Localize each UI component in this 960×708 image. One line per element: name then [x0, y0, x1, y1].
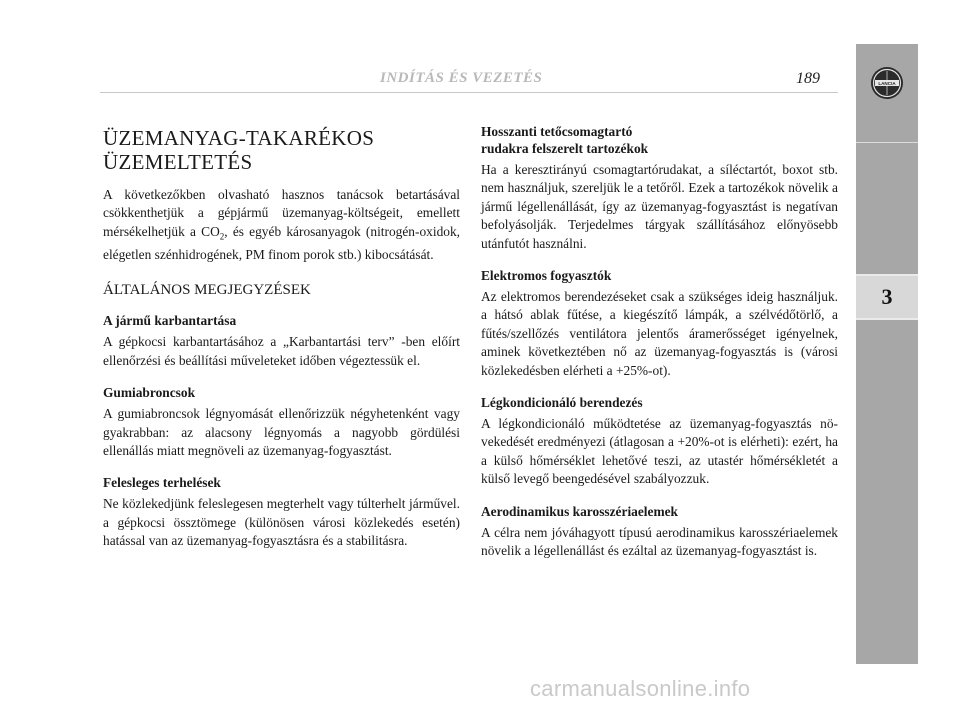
chapter-tab-bottom-line	[856, 318, 918, 320]
tyres-text: A gumiabroncsok légnyomását ellenőrizzük négyhetenként vagy gyakrabban: az alacsony légnyomás a nagyobb gördülési ellenállás miatt megnöveli az üzemanyag-fogyasztást.	[103, 406, 460, 458]
air-conditioning-heading: Légkondicionáló berendezés	[481, 395, 643, 411]
roof-rack-heading-line1: Hosszanti tetőcsomagtartó	[481, 124, 633, 139]
maintenance-heading: A jármű karbantartása	[103, 313, 237, 329]
page-title	[103, 126, 460, 174]
watermark: carmanualsonline.info	[530, 676, 751, 701]
roof-rack-heading-line2: rudakra felszerelt tartozékok	[481, 141, 649, 156]
intro-paragraph	[103, 186, 460, 264]
chapter-number: 3	[881, 284, 893, 309]
tyres-heading: Gumiabroncsok	[103, 385, 196, 401]
logo-text: LANCIA	[878, 81, 896, 86]
roof-rack-text: Ha a keresztirányú csomagtartórudakat, a síléctartót, boxot stb. nem használjuk, szereljük le a tetőről. Ezek a tartozékok növelik a jármű légellenállását, így az üzemanyag-fogyasztást is negatívan befolyásolják. Terjedelmes tárgyak szállításához előnyösebb utánfutót használni.	[481, 162, 838, 251]
page-title-line1: ÜZEMANYAG-TAKARÉKOS	[103, 126, 375, 150]
general-notes-heading: ÁLTALÁNOS MEGJEGYZÉSEK	[103, 282, 311, 299]
aero-parts-heading: Aerodinamikus karosszériaelemek	[481, 503, 679, 519]
chapter-tab[interactable]	[856, 276, 918, 318]
aero-parts-text: A célra nem jóváhagyott típusú aerodinamikus karosszériaelemek növelik a légellenállást és ezáltal az üzemanyag-fogyasztást is.	[481, 524, 838, 559]
page-title-line2: ÜZEMELTETÉS	[103, 150, 253, 174]
roof-rack-heading	[481, 123, 838, 157]
running-header-title: INDÍTÁS ÉS VEZETÉS	[380, 70, 543, 86]
excess-load-text: Ne közlekedjünk feleslegesen megterhelt vagy túlterhelt járművel. a gépkocsi össztömege (különösen városi közlekedés esetén) hatással van az üzemanyag-fogyasztásra és a stabilitásra.	[103, 496, 460, 549]
air-conditioning-text: A légkondicionáló működtetése az üzemanyag-fogyasztás növekedését eredményezi (átlagosan a +20%-ot is elérheti): ezért, ha a külső hőmérséklet lehetővé teszi, az utastér hőmérsékletét a külső levegő beengedésével szabályozzuk.	[481, 416, 838, 487]
excess-load-heading: Felesleges terhelések	[103, 475, 221, 491]
page-number: 189	[796, 70, 820, 87]
electrical-heading: Elektromos fogyasztók	[481, 268, 612, 284]
lancia-logo-icon	[870, 66, 904, 100]
header-divider	[100, 92, 838, 93]
right-column	[481, 123, 838, 561]
sidebar-divider	[856, 142, 918, 143]
intro-text-b: , és egyéb károsanyagok (nitrogén-oxidok, elégetlen szénhidrogének, PM finom porok stb.) kibocsátását.	[103, 223, 461, 262]
electrical-text: Az elektromos berendezéseket csak a szükséges ideig használjuk. a hátsó ablak fűtése, a kiegészítő lámpák, a szélvédőtörlő, a fűtés/szellőzés ventilátora jelentős áramerősséget igényelnek, aminek következtében nő az üzemanyag-fogyasztás is (városi közlekedésben elérheti a +25%-ot).	[481, 289, 838, 378]
intro-subscript: 2	[219, 231, 225, 242]
intro-text-a: A következőkben olvasható hasznos tanácsok betartásával csökkenthetjük a gépjármű üzemanyag-költségeit, emellett mérsékelhetjük a CO	[103, 187, 460, 239]
maintenance-text: A gépkocsi karbantartásához a „Karbantartási terv” -ben előírt ellenőrzési és beállítási műveleteket időben végeztessük el.	[103, 334, 460, 368]
left-column	[103, 120, 460, 551]
chapter-sidebar	[856, 44, 918, 664]
